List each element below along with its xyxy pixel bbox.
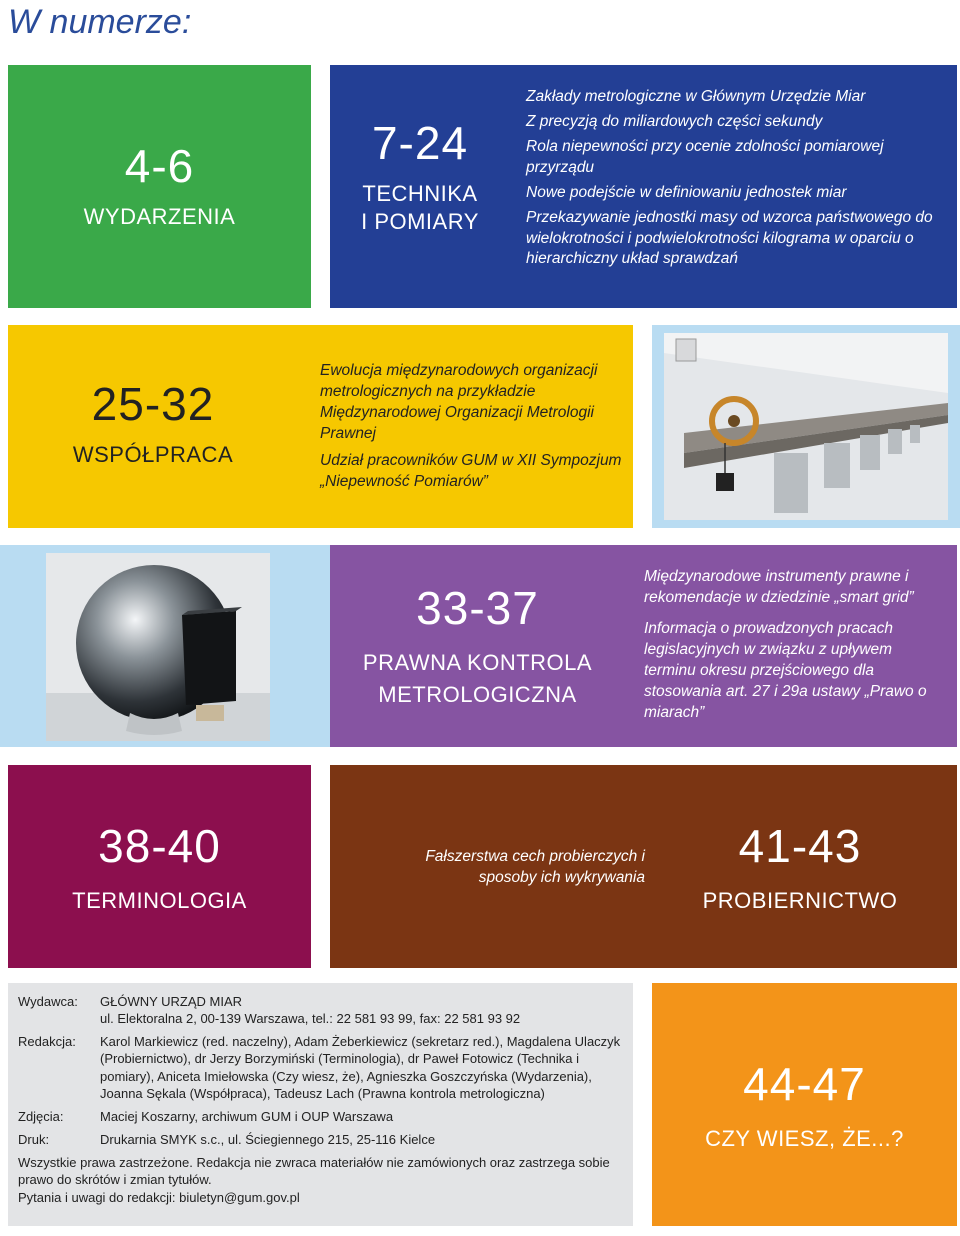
article-link[interactable]: Ewolucja międzynarodowych organizacji metrologicznych na przykładzie Międzynarodowej Organizacji Metrologii Prawnej xyxy=(320,362,598,442)
contact-info[interactable]: Pytania i uwagi do redakcji: biuletyn@gum.gov.pl xyxy=(18,1189,300,1205)
section-title-czy-wiesz: CZY WIESZ, ŻE...? xyxy=(705,1126,904,1151)
imprint-label: Wydawca: xyxy=(18,994,78,1009)
page-title: W numerze: xyxy=(8,3,192,41)
pages-technika: 7-24 xyxy=(371,117,469,169)
photo-sphere-image xyxy=(46,553,270,741)
article-link[interactable]: Nowe podejście w definiowaniu jednostek miar xyxy=(526,183,847,201)
section-title-technika-1: TECHNIKA xyxy=(362,181,478,206)
publisher-address: ul. Elektoralna 2, 00-139 Warszawa, tel.: 22 581 93 99, fax: 22 581 93 92 xyxy=(100,1011,521,1027)
tile-probiernictwo[interactable] xyxy=(330,765,957,968)
section-title-probiernictwo: PROBIERNICTWO xyxy=(702,888,898,913)
photo-comparator-image xyxy=(664,333,948,520)
tile-technika[interactable] xyxy=(330,65,957,308)
article-link[interactable]: Zakłady metrologiczne w Głównym Urzędzie Miar xyxy=(526,88,866,105)
section-title-wspolpraca: WSPÓŁPRACA xyxy=(72,442,234,467)
photo-comparator xyxy=(652,325,960,528)
pages-czy-wiesz: 44-47 xyxy=(743,1058,866,1110)
tile-terminologia[interactable] xyxy=(8,765,311,968)
pages-wydarzenia: 4-6 xyxy=(124,140,195,192)
wspolpraca-items xyxy=(320,361,625,499)
tile-czy-wiesz[interactable] xyxy=(652,983,957,1226)
tile-wspolpraca[interactable] xyxy=(8,325,633,528)
pages-prawna: 33-37 xyxy=(416,582,539,634)
article-link[interactable]: Informacja o prowadzonych pracach legislacyjnych w związku z upływem terminu okresu przejściowego dla stosowania art. 27 i 29a ustawy „Prawo o miarach” xyxy=(644,619,927,721)
imprint-wydawca xyxy=(18,993,623,1027)
imprint-label: Zdjęcia: xyxy=(18,1108,64,1124)
article-link[interactable]: Rola niepewności przy ocenie zdolności pomiarowej przyrządu xyxy=(526,137,884,176)
imprint-box xyxy=(8,983,633,1226)
editorial-staff: Karol Markiewicz (red. naczelny), Adam Żeberkiewicz (sekretarz red.), Magdalena Ulaczyk (Probiernictwo), dr Jerzy Borzymiński (Terminologia), dr Paweł Fotowicz (Technika i pomiary), Aniceta Imiełowska (Czy wiesz, że), Agnieszka Goszczyńska (Wydarzenia), Joanna Sękala (Współpraca), Tadeusz Lach (Prawna kontrola metrologiczna) xyxy=(100,1034,621,1101)
prawna-items xyxy=(644,567,947,729)
pages-terminologia: 38-40 xyxy=(98,820,221,872)
imprint-redakcja xyxy=(18,1033,623,1102)
printer: Drukarnia SMYK s.c., ul. Ściegiennego 215, 25-116 Kielce xyxy=(100,1132,436,1148)
section-title-prawna-1: PRAWNA KONTROLA xyxy=(362,650,593,675)
tile-wydarzenia[interactable] xyxy=(8,65,311,308)
photo-sphere xyxy=(0,545,330,747)
article-link[interactable]: Fałszerstwa cech probierczych i sposoby ich wykrywania xyxy=(425,848,645,886)
publisher-name: GŁÓWNY URZĄD MIAR xyxy=(100,994,243,1009)
imprint-druk xyxy=(18,1131,623,1148)
tile-prawna[interactable] xyxy=(330,545,957,747)
article-link[interactable]: Przekazywanie jednostki masy od wzorca państwowego do wielokrotności i podwielokrotności kilograma w oparciu o hierarchiczny układ sprawdzań xyxy=(526,208,933,268)
article-link[interactable]: Z precyzją do miliardowych części sekundy xyxy=(526,112,823,130)
comparator-illustration xyxy=(664,333,948,520)
article-link[interactable]: Udział pracowników GUM w XII Sympozjum „Niepewność Pomiarów” xyxy=(320,451,622,490)
imprint-zdjecia xyxy=(18,1108,623,1125)
imprint-label: Druk: xyxy=(18,1132,50,1148)
section-title-prawna-2: METROLOGICZNA xyxy=(378,681,577,707)
section-title-wydarzenia: WYDARZENIA xyxy=(83,204,236,229)
pages-wspolpraca: 25-32 xyxy=(91,378,215,430)
pages-probiernictwo: 41-43 xyxy=(738,820,862,872)
probiernictwo-items xyxy=(400,847,645,895)
rights-notice: Wszystkie prawa zastrzeżone. Redakcja nie zwraca materiałów nie zamówionych oraz zastrzega sobie prawo do skrótów i zmian tytułów. xyxy=(18,1155,610,1188)
article-link[interactable]: Międzynarodowe instrumenty prawne i rekomendacje w dziedzinie „smart grid” xyxy=(644,568,914,606)
photo-credits: Maciej Koszarny, archiwum GUM i OUP Warszawa xyxy=(100,1108,394,1124)
technika-items xyxy=(526,87,946,276)
section-title-technika-2: I POMIARY xyxy=(361,208,479,234)
sphere-illustration xyxy=(46,553,270,741)
imprint-label: Redakcja: xyxy=(18,1034,76,1050)
section-title-terminologia: TERMINOLOGIA xyxy=(72,888,247,913)
